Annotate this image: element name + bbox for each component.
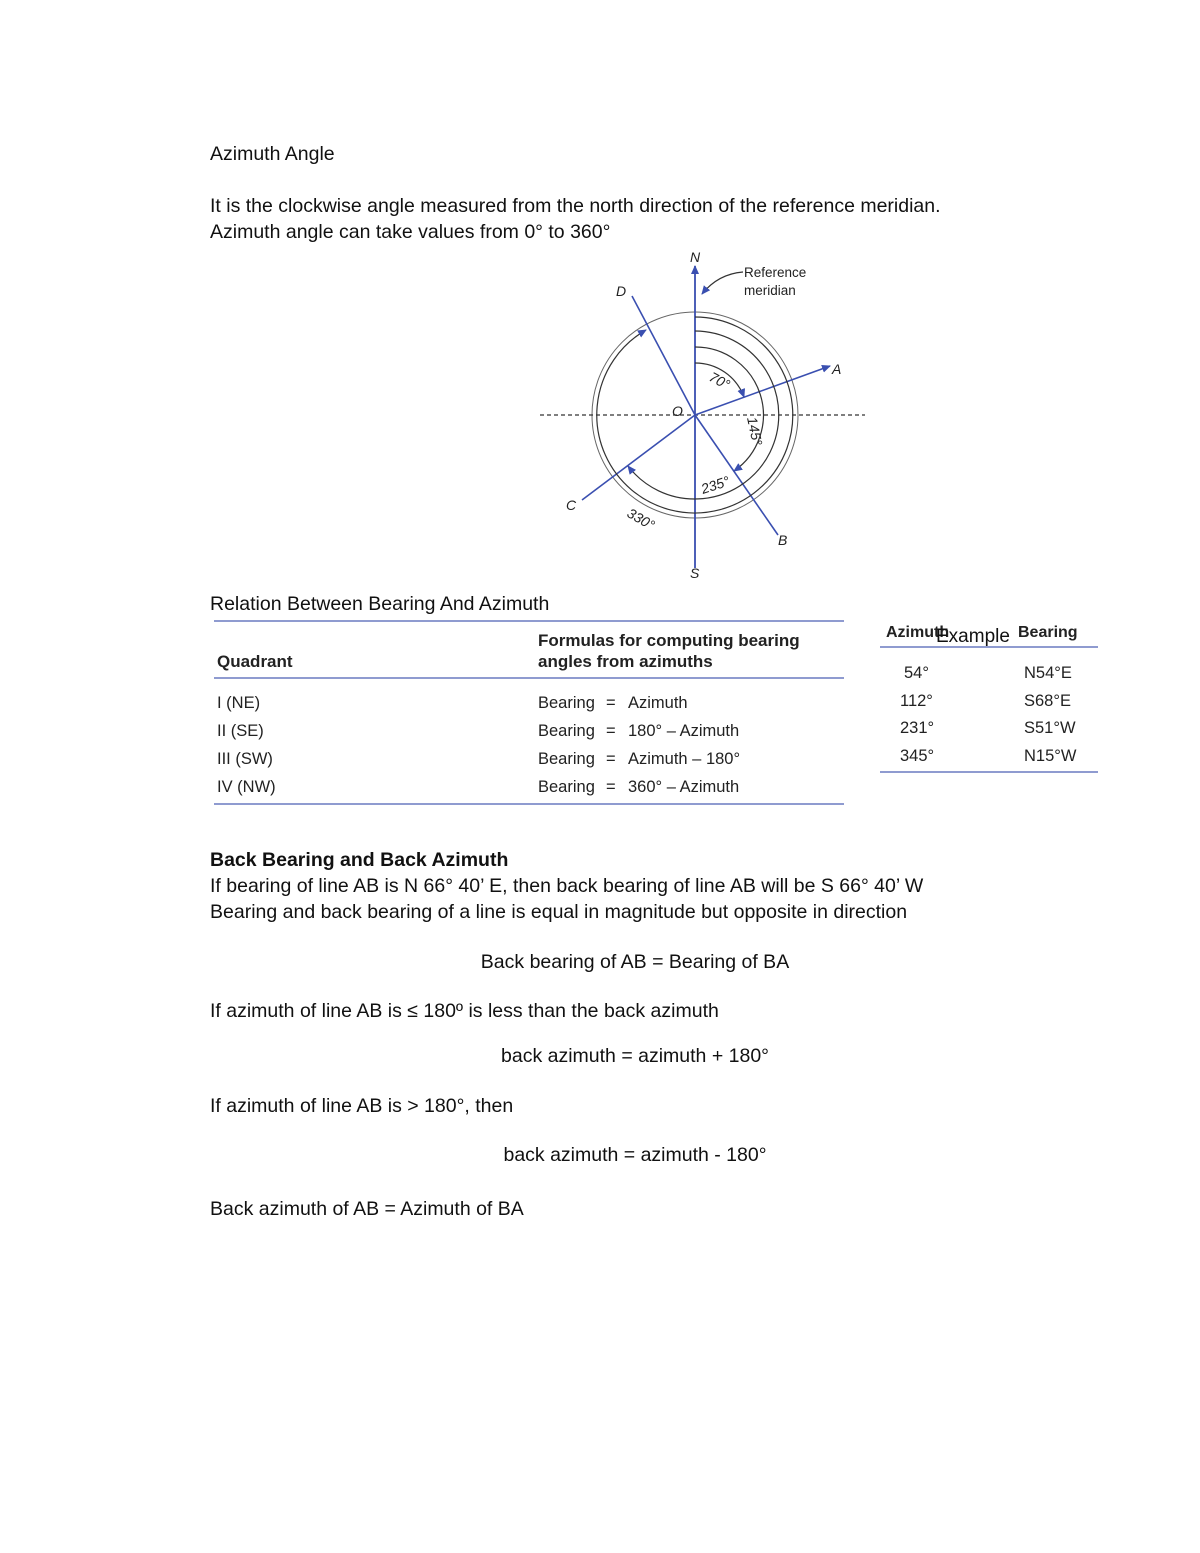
formula-lhs: Bearing <box>538 694 595 712</box>
condition-greater: If azimuth of line AB is > 180°, then <box>210 1095 514 1117</box>
label-a: A <box>832 361 842 377</box>
formula-back-bearing: Back bearing of AB = Bearing of BA <box>480 951 790 973</box>
label-b: B <box>778 532 788 548</box>
label-o: O <box>672 403 683 419</box>
quadrant-cell: II (SE) <box>217 722 264 740</box>
bearing-header: Bearing <box>1018 624 1078 641</box>
formula-lhs: Bearing <box>538 750 595 768</box>
formula-lhs: Bearing <box>538 722 595 740</box>
formula-table <box>214 618 844 808</box>
example-azimuth-cell: 345° <box>900 747 935 765</box>
quadrant-header: Quadrant <box>217 652 293 671</box>
formula-rhs: Azimuth – 180° <box>628 750 741 768</box>
back-bearing-heading: Back Bearing and Back Azimuth <box>210 849 509 871</box>
formula-back-azimuth-plus: back azimuth = azimuth + 180° <box>501 1045 769 1067</box>
formula-back-azimuth-minus: back azimuth = azimuth - 180° <box>503 1144 767 1166</box>
condition-less-equal: If azimuth of line AB is ≤ 180º is less than the back azimuth <box>210 1000 719 1022</box>
page-heading: Azimuth Angle <box>210 143 335 165</box>
example-azimuth-cell: 231° <box>900 719 935 737</box>
relation-heading: Relation Between Bearing And Azimuth <box>210 593 550 615</box>
angle-label-145: 145° <box>744 415 766 447</box>
line-od <box>632 296 695 415</box>
example-label: Example <box>936 626 1010 647</box>
quadrant-cell: III (SW) <box>217 750 273 768</box>
example-table <box>880 618 1098 778</box>
example-bearing-cell: S51°W <box>1024 719 1076 737</box>
formula-eq: = <box>606 778 616 796</box>
quadrant-cell: IV (NW) <box>217 778 276 796</box>
label-c: C <box>566 497 577 513</box>
formula-header-line-2: angles from azimuths <box>538 652 713 671</box>
definition-line-2: Azimuth angle can take values from 0° to 360° <box>210 221 611 243</box>
formula-eq: = <box>606 694 616 712</box>
example-bottom-rule <box>880 771 1098 773</box>
formula-rhs: 360° – Azimuth <box>628 778 740 796</box>
reference-label-line-1: Reference <box>744 265 807 280</box>
line-oc <box>582 415 695 500</box>
angle-label-330: 330° <box>624 504 658 534</box>
reference-label-line-2: meridian <box>744 283 796 298</box>
label-n: N <box>690 249 701 265</box>
angle-label-235: 235° <box>698 472 732 497</box>
example-azimuth-cell: 54° <box>904 664 929 682</box>
definition-line-1: It is the clockwise angle measured from the north direction of the reference meridian. <box>210 195 941 217</box>
example-bearing-cell: N15°W <box>1024 747 1077 765</box>
formula-rhs: Azimuth <box>628 694 688 712</box>
label-s: S <box>690 565 700 581</box>
reference-leader <box>702 272 743 294</box>
back-bearing-explanation: Bearing and back bearing of a line is equal in magnitude but opposite in direction <box>210 901 908 923</box>
formula-eq: = <box>606 722 616 740</box>
table-top-rule <box>214 620 844 622</box>
example-header-rule <box>880 646 1098 648</box>
example-azimuth-cell: 112° <box>900 692 933 710</box>
table-header-rule <box>214 677 844 679</box>
back-bearing-example: If bearing of line AB is N 66° 40’ E, then back bearing of line AB will be S 66° 40’ W <box>210 875 924 897</box>
formula-header-line-1: Formulas for computing bearing <box>538 631 800 650</box>
azimuth-header: Azimuth <box>886 624 950 641</box>
formula-rhs: 180° – Azimuth <box>628 722 740 740</box>
example-bearing-cell: N54°E <box>1024 664 1072 682</box>
example-bearing-cell: S68°E <box>1024 692 1071 710</box>
label-d: D <box>616 283 627 299</box>
arc-145 <box>695 347 763 471</box>
angle-label-70: 70° <box>706 368 733 393</box>
back-azimuth-definition: Back azimuth of AB = Azimuth of BA <box>210 1198 524 1220</box>
quadrant-cell: I (NE) <box>217 694 261 712</box>
formula-eq: = <box>606 750 616 768</box>
formula-lhs: Bearing <box>538 778 595 796</box>
azimuth-diagram <box>540 248 870 583</box>
table-bottom-rule <box>214 803 844 805</box>
